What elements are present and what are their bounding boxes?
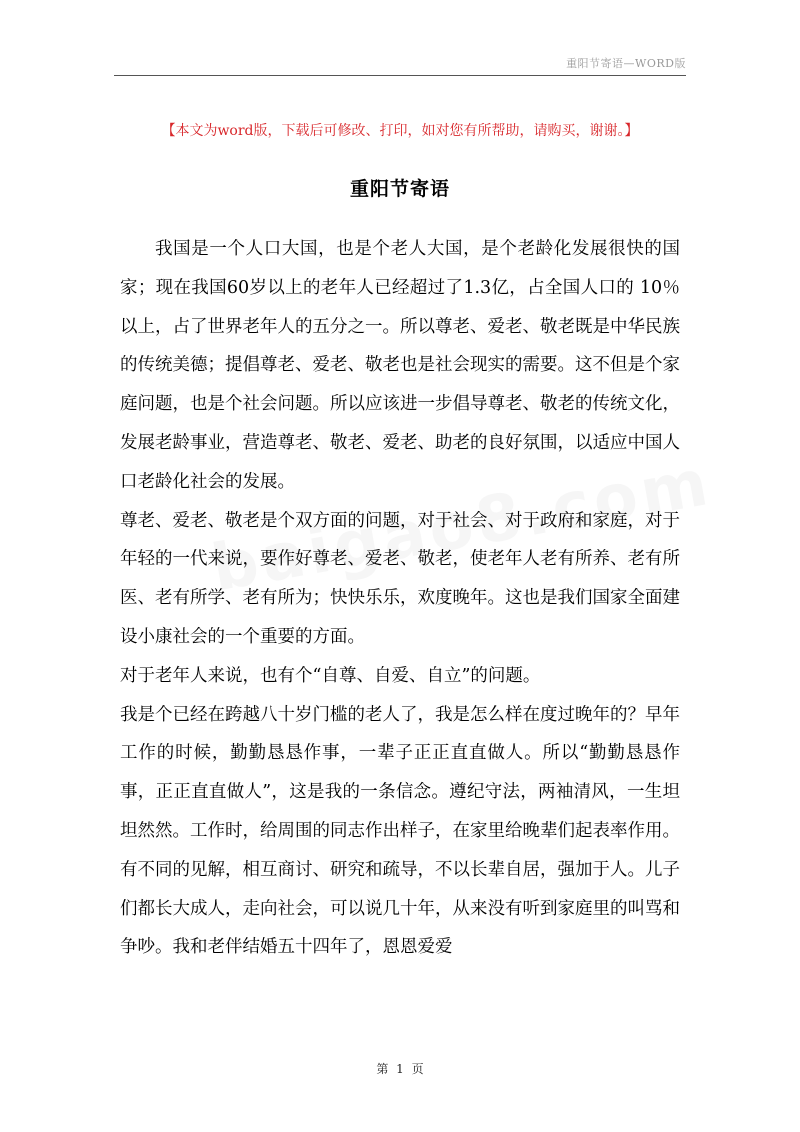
footer-prefix: 第 — [376, 1062, 389, 1076]
header-divider — [114, 75, 686, 76]
footer-suffix: 页 — [411, 1062, 424, 1076]
page-footer — [0, 1060, 800, 1077]
body-paragraph: 我是个已经在跨越八十岁门槛的老人了，我是怎么样在度过晚年的？早年工作的时候，勤勤恳恳作事，一辈子正正直直做人。所以“勤勤恳恳作事，正正直直做人”，这是我的一条信念。遵纪守法，两袖清风，一生坦坦然然。工作时，给周围的同志作出样子，在家里给晚辈们起表率作用。有不同的见解，相互商讨、研究和疏导，不以长辈自居，强加于人。儿子们都长大成人，走向社会，可以说几十年，从来没有听到家庭里的叫骂和争吵。我和老伴结婚五十四年了，恩恩爱爱 — [120, 704, 680, 958]
running-header: 重阳节寄语—WORD版 — [566, 57, 686, 70]
page-number: 1 — [396, 1062, 404, 1076]
body-paragraph: 我国是一个人口大国，也是个老人大国，是个老龄化发展很快的国家；现在我国60岁以上的老年人已经超过了1.3亿，占全国人口的 10％以上，占了世界老年人的五分之一。所以尊老、爱老、敬老既是中华民族的传统美德；提倡尊老、爱老、敬老也是社会现实的需要。这不但是个家庭问题，也是个社会问题。所以应该进一步倡导尊老、敬老的传统文化，发展老龄事业，营造尊老、敬老、爱老、助老的良好氛围，以适应中国人口老龄化社会的发展。 — [120, 239, 680, 492]
body-paragraph: 对于老年人来说，也有个“自尊、自爱、自立”的问题。 — [120, 665, 541, 686]
body-paragraph: 尊老、爱老、敬老是个双方面的问题，对于社会、对于政府和家庭，对于年轻的一代来说，要作好尊老、爱老、敬老，使老年人老有所养、老有所医、老有所学、老有所为；快快乐乐，欢度晚年。这也是我们国家全面建设小康社会的一个重要的方面。 — [120, 510, 680, 647]
document-title: 重阳节寄语 — [349, 178, 450, 200]
download-notice: 【本文为word版，下载后可修改、打印，如对您有所帮助，请购买，谢谢。】 — [161, 123, 639, 139]
document-body — [120, 230, 680, 967]
